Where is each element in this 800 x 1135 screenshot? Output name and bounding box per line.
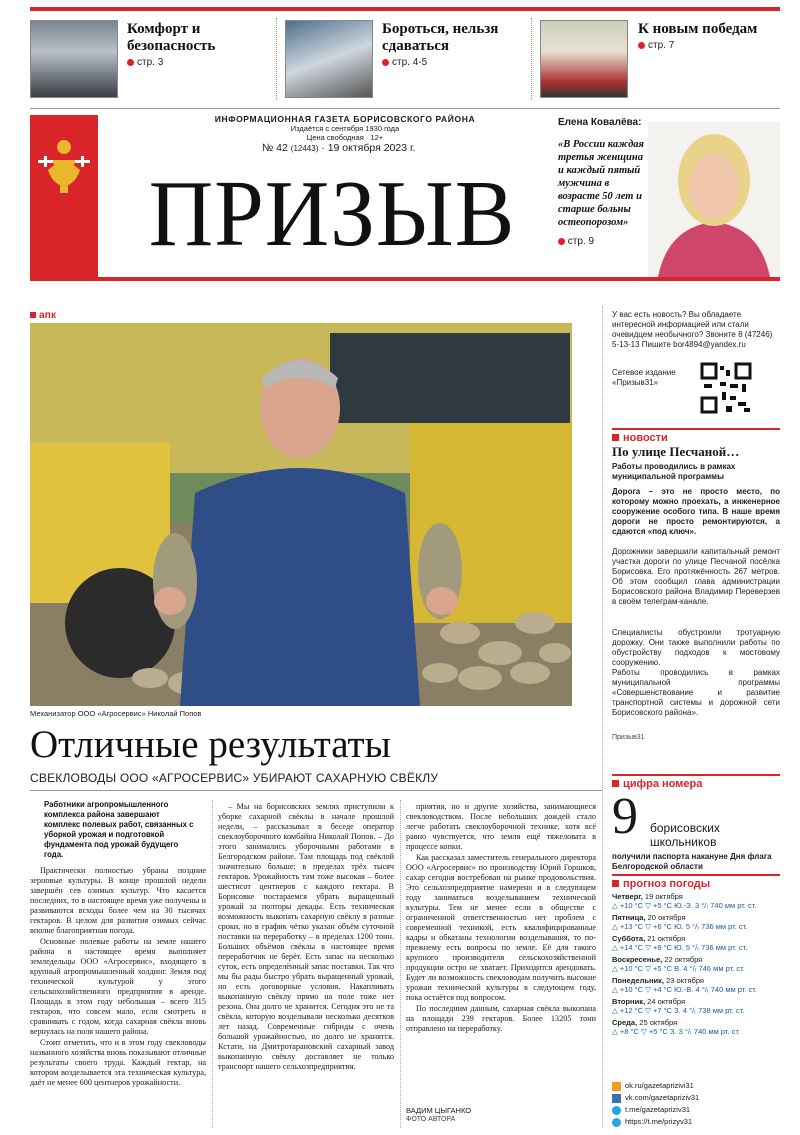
page-marker-icon	[638, 42, 645, 49]
paragraph: По последним данным, сахарная свёкла выкопана на площади 239 гектаров. Более 13205 тонн отправлено на переработку.	[406, 1004, 596, 1033]
teaser-title: К новым победам	[638, 21, 758, 37]
weather-section-head: прогноз погоды	[612, 874, 780, 890]
masthead-since: Издаётся с сентября 1930 года	[290, 124, 400, 133]
telegram-icon	[612, 1118, 621, 1127]
qr-code-image	[700, 362, 752, 414]
weather-day: Воскресенье, 22 октября △ +10 °С ▽ +5 °С В. 4 °/₍ 746 мм рт. ст.	[612, 955, 745, 973]
paragraph: Практически полностью убраны поздние зерновые культуры. В конце прошлой недели завершён сев озимых культур. Что касается последних, то в настоящее время уже получены и развиваются всходы более чем на 30 тысячах гектаров. В целом для развития озимых сейчас вполне благоприятная погода.	[30, 866, 206, 935]
teaser-title: Комфорт и безопасность	[127, 21, 216, 54]
issue-date: · 19 октября 2023 г.	[321, 142, 416, 154]
teaser-bottom-rule	[30, 108, 780, 109]
figure-text: борисовских школьников	[650, 821, 720, 849]
news-section-head: новости	[612, 428, 780, 444]
page-marker-icon	[382, 59, 389, 66]
news-subtitle: Работы проводились в рамках муниципальной программы	[612, 462, 736, 481]
paragraph: Основные полевые работы на земле нашего района в настоящее время выполняет земледельцы ООО «Агросервис», входящего в крупный агропромышленный холдинг. Земля под технической культурой у этого сельскохозяйственного предприятия в аренде. Площадь в этом году небольшая – всего 315 гектаров, что совсем мало, если смотреть и сравнивать с годом, когда сахарная свёкла вновь вернулась на поля нашего района.	[30, 937, 206, 1036]
teaser-divider	[276, 18, 277, 100]
photo-caption: Механизатор ООО «Агросервис» Николай Попов	[30, 709, 202, 718]
teaser-page: стр. 7	[648, 40, 675, 51]
weather-day: Вторник, 24 октября △ +12 °С ▽ +7 °С З. 4 °/₍ 738 мм рт. ст.	[612, 997, 745, 1015]
teaser-page: стр. 4-5	[392, 57, 428, 68]
paragraph: Стоит отметить, что и в этом году свекловоды названного хозяйства вновь показывают отличные результаты своего труда. Каждый гектар, на котором возделывается эта техническая культура, даёт не менее 600 центнеров урожайности.	[30, 1038, 206, 1087]
subheadline-rule	[30, 790, 602, 791]
main-headline: Отличные результаты	[30, 723, 391, 766]
weather-day: Четверг, 19 октября △ +10 °С ▽ +5 °С Ю.-З. 3 °/₍ 740 мм рт. ст.	[612, 892, 757, 910]
news-paragraph: Дорожники завершили капитальный ремонт участка дороги по улице Песчаной посёлка Борисовка. Его протяжённость 267 метров. Об этом сообщил глава администрации Борисовского района Владимир Переверзев в своём телеграм-канале.	[612, 547, 780, 606]
main-photo	[30, 323, 572, 706]
main-subheadline: СВЕКЛОВОДЫ ООО «АГРОСЕРВИС» УБИРАЮТ САХАРНУЮ СВЁКЛУ	[30, 771, 439, 785]
teaser-divider	[531, 18, 532, 100]
masthead-price: Цена свободная · 12+	[306, 133, 384, 142]
article-author-note: ФОТО АВТОРА	[406, 1116, 456, 1123]
article-col-1	[30, 866, 206, 1128]
quote-page[interactable]	[558, 236, 594, 247]
news-source: Призыв31	[612, 734, 645, 741]
figure-number: 9	[612, 788, 638, 845]
ok-icon	[612, 1082, 621, 1091]
news-paragraph: Специалисты обустроили тротуарную дорожку. Они также выполнили работы по обустройству подходов к мостовому сооружению.	[612, 628, 780, 667]
quote-block	[558, 117, 648, 128]
quote-portrait	[648, 122, 780, 277]
masthead-bottom-rule	[30, 277, 780, 281]
masthead-subtitle: ИНФОРМАЦИОННАЯ ГАЗЕТА БОРИСОВСКОГО РАЙОНА	[214, 114, 476, 124]
paragraph: Как рассказал заместитель генерального директора ООО «Агросервис» по производству Юрий Горшков, сахар сегодня востребован на рынке продовольствия. Это сельхозпредприятие намерено и в следующем году заниматься возделыванием технической культуры. Тем не менее если в обществе с ограниченной ответственностью нет проблем с современной техникой, есть квалифицированные кадры и обкатаны технологии возделывания, то по-прежнему есть вопросы по земле. Её для такого крупного производителя сельскохозяйственной продукции остро не хватает. Приходится арендовать. Будет ли возможность свекловодам получить высокие урожаи технической культуры в следующем году, пока остаётся под вопросом.	[406, 853, 596, 1002]
top-rule	[30, 7, 780, 11]
paragraph: – Мы на борисовских землях приступили к уборке сахарной свёклы в начале прошлой недели, – рассказывал в беседе оператор свеклоуборочного комбайна Николай Попов. – До этого занимались уборочными работами в Белгородском районе. Там площадь под свёклой значительно больше: в пределах трёх тысяч гектаров. Урожайность там тоже высокая – более шестисот центнеров с каждого гектара. В Борисовке постараемся убрать выращенный урожай за полторы декады. Есть техническая возможность выкопать сахарную свёклу в разные сроки, но в график чётко указан объём суточной поставки на переработку – в пределах 1200 тонн. Больших объёмов свёклы в настоящее время переработчик не берёт. Есть запас на несколько суток, есть определённый запас поставки. Так что мы бы рады быстро убрать выращенный урожай, но есть договорные условия. Накапливать выкопанную свёклу прямо на поле тоже нет резона. Она долго не хранится. Сегодня это не та свёкла, которую возделывали несколько десятков лет назад. Современные гибриды с очень большой урожайностью, но долго не хранятся. Кстати, на Дмитротарановский сахарный завод выкопанную свёклу доставляет не только транспорт нашего сельхозпредприятия.	[218, 802, 394, 1071]
weather-list	[612, 892, 780, 1039]
weather-day: Среда, 25 октября △ +8 °С ▽ +5 °С З. 3 °/₍ 740 мм рт. ст.	[612, 1018, 741, 1036]
quote-text: «В России каждая третья женщина и каждый пятый мужчина в возрасте 50 лет и старше больны остеопорозом»	[558, 139, 644, 228]
social-telegram-2[interactable]: https://t.me/prizyv31	[612, 1116, 780, 1128]
figure-section-head: цифра номера	[612, 774, 780, 790]
page-marker-icon	[558, 238, 565, 245]
harvester-photo-image	[30, 323, 572, 706]
telegram-icon	[612, 1106, 621, 1115]
news-bold: Дорога – это не просто место, по которому можно проехать, а инженерное сооружение особого типа. В наше время дороги не просто ремонтируются, а сдаются «под ключ».	[612, 487, 780, 536]
social-telegram[interactable]: t.me/gazetapriziv31	[612, 1104, 780, 1116]
teaser-page: стр. 3	[137, 57, 164, 68]
social-ok[interactable]: ok.ru/gazetaprizivi31	[612, 1080, 780, 1092]
issue-number: № 42	[262, 142, 288, 154]
news-paragraph: Работы проводились в рамках муниципальной программы «Совершенствование и развитие транспортной системы и дорожной сети Борисовского района».	[612, 668, 780, 717]
socials	[612, 1080, 780, 1128]
paragraph: приятия, но и другие хозяйства, занимающиеся свекловодством. После небольших дождей стало легче работать свеклоуборочной технике, хотя всё равно чувствуется, что земля ещё тяжеловата в процессе копки.	[406, 802, 596, 851]
qr-code-icon[interactable]	[700, 362, 752, 414]
news-tip: У вас есть новость? Вы обладаете интересной информацией или стали очевидцем необычного? Звоните 8 (47246) 5-13-13 Пишите bor4894@yandex.ru	[612, 310, 773, 349]
teaser-title: Бороться, нельзя сдаваться	[382, 21, 499, 54]
quote-page-label: стр. 9	[567, 236, 595, 247]
portrait-image	[648, 122, 780, 277]
figure-note: получили паспорта накануне Дня флага Белгородской области	[612, 852, 772, 871]
teaser-photo-1	[30, 20, 118, 98]
teaser-1[interactable]	[127, 21, 267, 68]
quote-author: Елена Ковалёва:	[558, 117, 642, 128]
teaser-2[interactable]	[382, 21, 522, 68]
weather-day: Понедельник, 23 октября △ +10 °С ▽ +4 °С Ю.-В. 4 °/₍ 740 мм рт. ст.	[612, 976, 757, 994]
article-author: ВАДИМ ЦЫГАНКО	[406, 1106, 472, 1115]
network-edition: Сетевое издание «Призыв31»	[612, 368, 676, 387]
teaser-photo-3	[540, 20, 628, 98]
coat-of-arms-icon	[30, 115, 98, 277]
coat-of-arms	[30, 115, 98, 277]
column-divider	[400, 800, 401, 1128]
teaser-3[interactable]	[638, 21, 778, 51]
weather-day: Пятница, 20 октября △ +13 °С ▽ +6 °С Ю. 5 °/₍ 736 мм рт. ст.	[612, 913, 748, 931]
teaser-photo-2	[285, 20, 373, 98]
news-title: По улице Песчаной…	[612, 444, 740, 459]
column-divider	[212, 800, 213, 1128]
newspaper-title: ПРИЗЫВ	[148, 162, 516, 266]
page-marker-icon	[127, 59, 134, 66]
issue-total: (12443)	[290, 144, 319, 153]
section-tag-apk: апк	[30, 310, 56, 321]
article-col-3	[406, 802, 596, 1088]
issue-line	[262, 142, 502, 154]
sidebar-divider	[602, 306, 603, 1128]
weather-day: Суббота, 21 октября △ +14 °С ▽ +8 °С Ю. 5 °/₍ 736 мм рт. ст.	[612, 934, 748, 952]
article-col-2	[218, 802, 394, 1128]
vk-icon	[612, 1094, 621, 1103]
social-vk[interactable]: vk.com/gazetapriziv31	[612, 1092, 780, 1104]
article-lead: Работники агропромышленного комплекса района завершают комплекс полевых работ, связанных с уборкой урожая и подготовкой фундамента под урожай будущего года.	[44, 800, 194, 859]
